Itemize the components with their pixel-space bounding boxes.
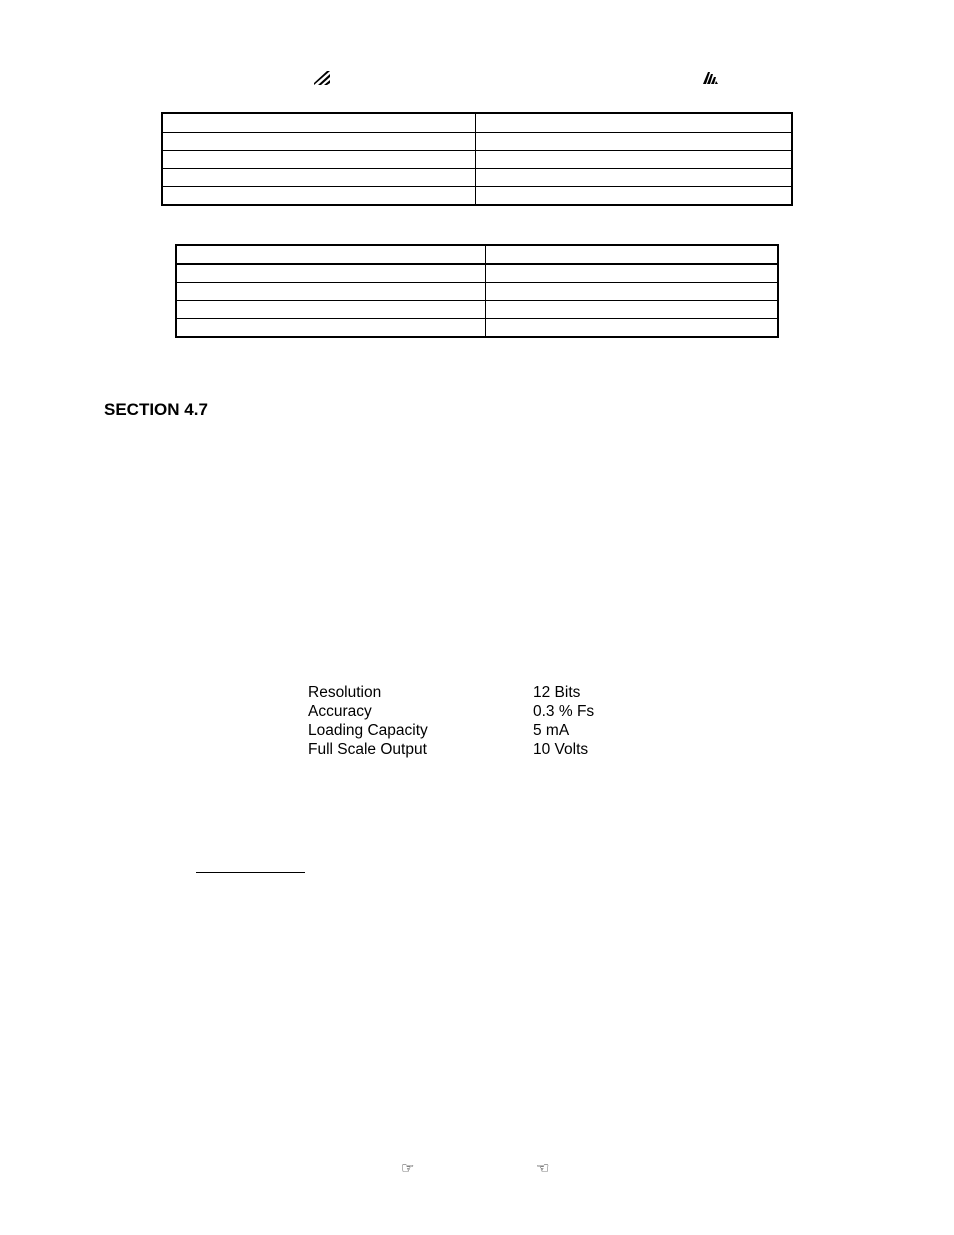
table-row bbox=[162, 187, 792, 206]
table-cell bbox=[485, 319, 778, 338]
table-cell bbox=[475, 169, 792, 187]
table-cell bbox=[475, 113, 792, 133]
table-lower bbox=[175, 244, 779, 338]
table-cell bbox=[176, 264, 485, 283]
spec-row-accuracy bbox=[308, 702, 594, 721]
table-cell bbox=[176, 319, 485, 338]
pointing-left-hand-icon[interactable]: ☜ bbox=[536, 1160, 550, 1177]
table-row bbox=[162, 151, 792, 169]
logo-triangle-icon bbox=[702, 70, 718, 85]
table-row bbox=[176, 283, 778, 301]
table-cell bbox=[176, 245, 485, 264]
spec-list bbox=[308, 683, 594, 759]
table-cell bbox=[475, 187, 792, 206]
table-row bbox=[162, 169, 792, 187]
underline-rule bbox=[196, 872, 305, 873]
spec-label: Resolution bbox=[308, 684, 382, 701]
spec-label: Full Scale Output bbox=[308, 741, 427, 758]
table-row bbox=[162, 113, 792, 133]
spec-value: 10 Volts bbox=[533, 741, 589, 758]
logo-stroke-icon bbox=[313, 70, 331, 86]
spec-value: 12 Bits bbox=[533, 684, 581, 701]
spec-row-full-scale-output bbox=[308, 740, 594, 759]
table-cell bbox=[176, 283, 485, 301]
table-cell bbox=[485, 245, 778, 264]
table-row bbox=[176, 264, 778, 283]
table-cell bbox=[162, 187, 475, 206]
spec-row-resolution bbox=[308, 683, 594, 702]
spec-label: Loading Capacity bbox=[308, 722, 428, 739]
spec-value: 5 mA bbox=[533, 722, 570, 739]
table-cell bbox=[475, 133, 792, 151]
table-cell bbox=[162, 169, 475, 187]
table-row bbox=[176, 245, 778, 264]
table-upper bbox=[161, 112, 793, 206]
table-cell bbox=[162, 113, 475, 133]
table-cell bbox=[485, 264, 778, 283]
table-row bbox=[176, 301, 778, 319]
spec-label: Accuracy bbox=[308, 703, 372, 720]
table-cell bbox=[485, 301, 778, 319]
table-cell bbox=[162, 133, 475, 151]
pointing-right-hand-icon[interactable]: ☞ bbox=[401, 1160, 415, 1177]
table-row bbox=[162, 133, 792, 151]
table-cell bbox=[475, 151, 792, 169]
table-row bbox=[176, 319, 778, 338]
table-cell bbox=[485, 283, 778, 301]
table-cell bbox=[162, 151, 475, 169]
spec-row-loading-capacity bbox=[308, 721, 594, 740]
table-cell bbox=[176, 301, 485, 319]
spec-value: 0.3 % Fs bbox=[533, 703, 595, 720]
section-heading: SECTION 4.7 bbox=[104, 400, 208, 419]
